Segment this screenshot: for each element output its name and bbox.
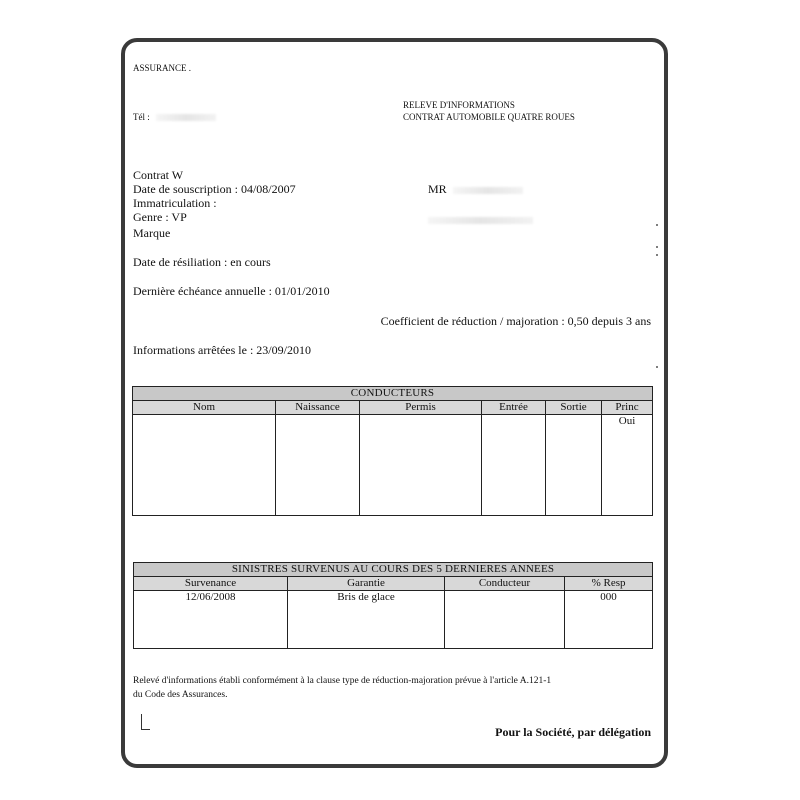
drivers-col-sortie: Sortie [546,401,602,415]
drivers-col-permis: Permis [360,401,482,415]
driver-name [133,415,276,516]
contract-number: Contrat W [133,168,184,182]
redacted-address [428,217,533,224]
claims-col-resp: % Resp [565,577,653,591]
signature-line: Pour la Société, par délégation [495,725,651,739]
phone-label: Tél : [133,112,150,122]
last-due-date: Dernière échéance annuelle : 01/01/2010 [133,284,330,298]
holder-line [428,183,523,195]
claim-responsibility: 000 [565,591,653,649]
corner-mark [141,714,142,730]
drivers-col-entree: Entrée [482,401,546,415]
claims-col-garantie: Garantie [288,577,445,591]
redacted-phone [156,114,216,121]
registration: Immatriculation : [133,196,217,210]
margin-dot [656,366,658,368]
margin-dot [656,224,658,226]
table-row [134,591,653,649]
drivers-col-nom: Nom [133,401,276,415]
claim-driver [445,591,565,649]
claims-col-conducteur: Conducteur [445,577,565,591]
driver-birth [276,415,360,516]
phone-line [133,113,216,122]
legal-note-line-1: Relevé d'informations établi conformément à la clause type de réduction-majoration prévue à l'article A.121-1 [133,676,552,686]
driver-license [360,415,482,516]
bonus-malus-coefficient: Coefficient de réduction / majoration : 0,50 depuis 3 ans [380,314,651,328]
claims-col-survenance: Survenance [134,577,288,591]
claim-date: 12/06/2008 [134,591,288,649]
legal-note-line-2: du Code des Assurances. [133,690,228,700]
vehicle-make: Marque [133,226,171,240]
drivers-col-naissance: Naissance [276,401,360,415]
vehicle-genre: Genre : VP [133,210,187,224]
info-date: Informations arrêtées le : 23/09/2010 [133,343,311,357]
drivers-table-title: CONDUCTEURS [133,387,653,401]
margin-dot [656,246,658,248]
subscription-date: Date de souscription : 04/08/2007 [133,182,296,196]
claims-table-title: SINISTRES SURVENUS AU COURS DES 5 DERNIERES ANNEES [134,563,653,577]
doc-title-line-2: CONTRAT AUTOMOBILE QUATRE ROUES [403,112,575,122]
driver-principal: Oui [602,415,653,516]
company-name: ASSURANCE . [133,63,192,73]
driver-exit [546,415,602,516]
claims-table [133,562,653,649]
drivers-table [132,386,653,516]
table-row [133,415,653,516]
holder-title: MR [428,182,447,196]
termination-date: Date de résiliation : en cours [133,255,271,269]
claim-guarantee: Bris de glace [288,591,445,649]
driver-entry [482,415,546,516]
margin-dot [656,254,658,256]
drivers-col-princ: Princ [602,401,653,415]
redacted-holder-name [453,187,523,194]
doc-title-line-1: RELEVE D'INFORMATIONS [403,100,515,110]
holder-address [428,213,533,225]
